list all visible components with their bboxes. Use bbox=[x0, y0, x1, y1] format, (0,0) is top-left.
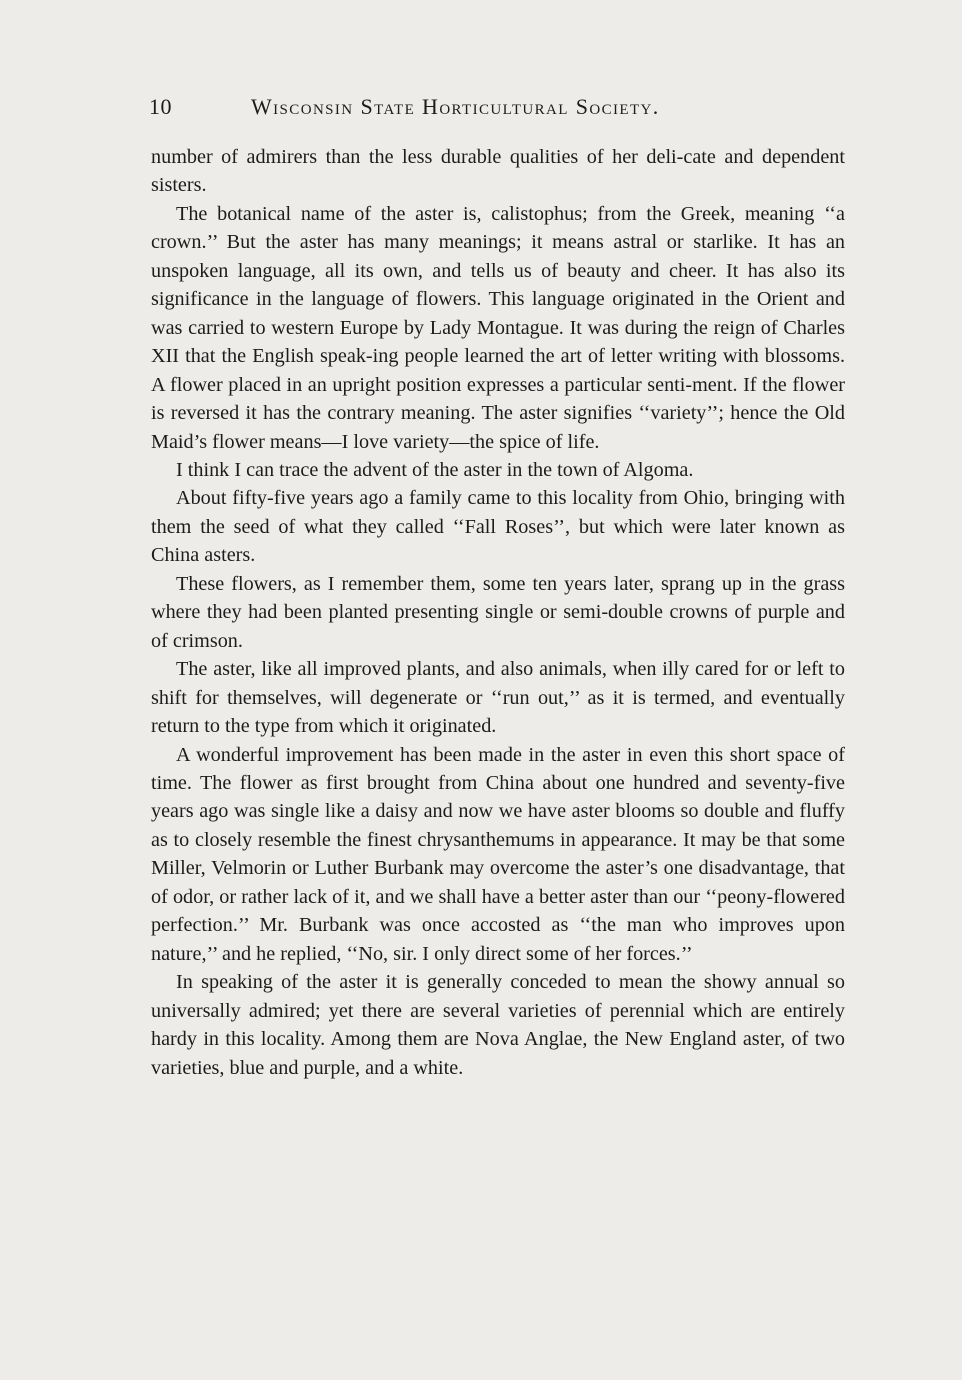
paragraph-continuation: number of admirers than the less durable qualities of her deli-cate and dependent sisters. bbox=[151, 146, 845, 197]
paragraph-fall-roses: About fifty-five years ago a family came to this locality from Ohio, bringing with them the seed of what they called ‘‘Fall Roses’’, but which were later known as China asters. bbox=[151, 487, 845, 567]
paragraph-crowns: These flowers, as I remember them, some ten years later, sprang up in the grass where they had been planted presenting single or semi-double crowns of purple and of crimson. bbox=[151, 572, 845, 652]
running-title: Wisconsin State Horticultural Society. bbox=[251, 94, 660, 119]
paragraph-algoma: I think I can trace the advent of the aster in the town of Algoma. bbox=[176, 458, 694, 481]
paragraph-improvement: A wonderful improvement has been made in the aster in even this short space of time. The flower as first brought from China about one hundred and seventy-five years ago was single like a daisy and now we have aster blooms so double and fluffy as to closely resemble the finest chrysanthemums in appearance. It may be that some Miller, Velmorin or Luther Burbank may overcome the aster’s one disadvantage, that of odor, or rather lack of it, and we shall have a better aster than our ‘‘peony-flowered perfection.’’ Mr. Burbank was once accosted as ‘‘the man who improves upon nature,’’ and he replied, ‘‘No, sir. I only direct some of her forces.’’ bbox=[151, 743, 845, 965]
page-number: 10 bbox=[149, 94, 172, 119]
paragraph-perennial: In speaking of the aster it is generally conceded to mean the showy annual so universally admired; yet there are several varieties of perennial which are entirely hardy in this locality. Among them are Nova Anglae, the New England aster, of two varieties, blue and purple, and a white. bbox=[151, 971, 845, 1079]
page-header bbox=[149, 92, 849, 122]
body-text bbox=[151, 143, 845, 1082]
paragraph-botanical-name: The botanical name of the aster is, calistophus; from the Greek, meaning ‘‘a crown.’’ But the aster has many meanings; it means astral or starlike. It has an unspoken language, all its own, and tells us of beauty and cheer. It has also its significance in the language of flowers. This language originated in the Orient and was carried to western Europe by Lady Montague. It was during the reign of Charles XII that the English speak-ing people learned the art of letter writing with blossoms. A flower placed in an upright position expresses a particular senti-ment. If the flower is reversed it has the contrary meaning. The aster signifies ‘‘variety’’; hence the Old Maid’s flower means—I love variety—the spice of life. bbox=[151, 202, 845, 453]
paragraph-degenerate: The aster, like all improved plants, and also animals, when illy cared for or left to shift for themselves, will degenerate or ‘‘run out,’’ as it is termed, and eventually return to the type from which it originated. bbox=[151, 658, 845, 738]
